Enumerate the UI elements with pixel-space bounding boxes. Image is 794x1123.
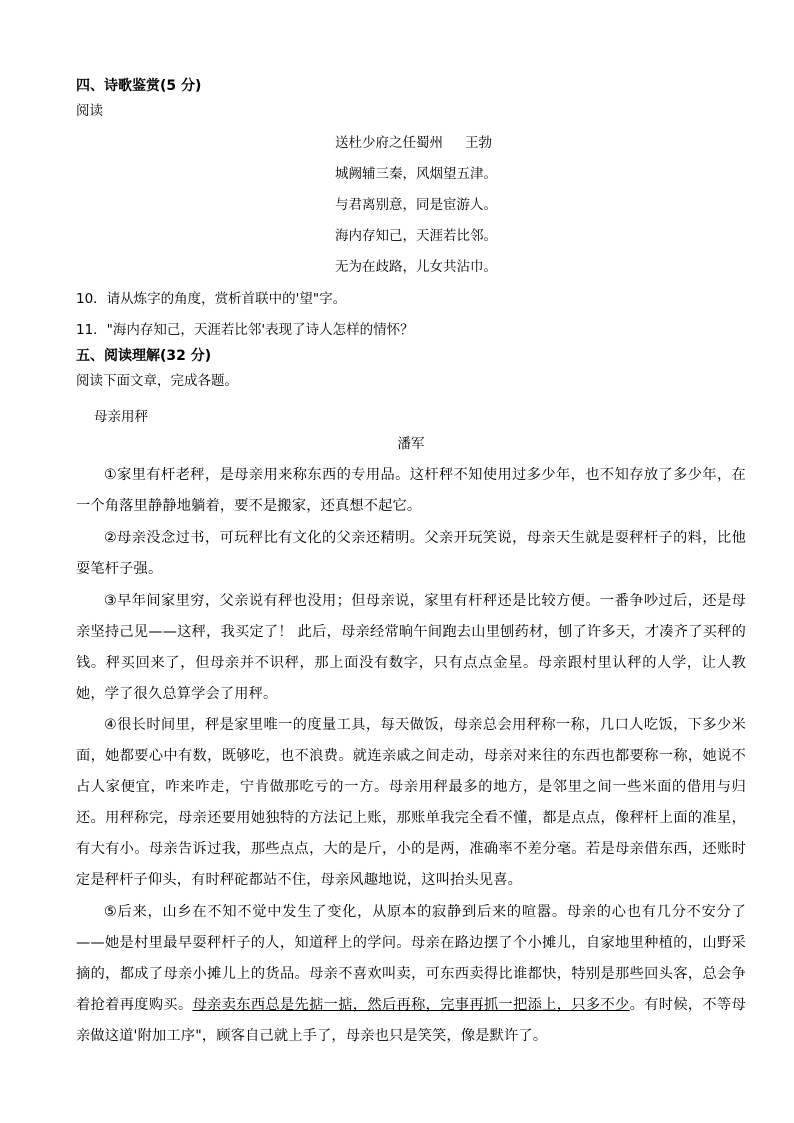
paragraph-5 bbox=[76, 897, 746, 1052]
section4-read-label: 阅读 bbox=[76, 103, 103, 119]
section5-instruction: 阅读下面文章，完成各题。 bbox=[76, 373, 238, 389]
paragraph-5-part-1: ⑤后来，山乡在不知不觉中发生了变化，从原本的寂静到后来的喧嚣。母亲的心也有几分不安分了——她是村里最早耍秤杆子的人，知道秤上的学问。母亲在路边摆了个小摊儿，自家地里种植的，山野采摘的，都成了母亲小摊儿上的货品。母亲不喜欢叫卖，可东西卖得比谁都快，特别是那些回头客，总会争着抢着再度购买。 bbox=[76, 904, 746, 1013]
question-10: 10．请从炼字的角度，赏析首联中的'望"字。 bbox=[76, 291, 347, 307]
poem-line-3: 海内存知己，天涯若比邻。 bbox=[335, 228, 497, 244]
paragraph-3: ③早年间家里穷，父亲说有秤也没用；但母亲说，家里有杆秤还是比较方便。一番争吵过后，还是母亲坚持己见——这秤，我买定了！ 此后，母亲经常晌午间跑去山里刨药材，刨了许多天，才凑齐了买秤的钱。秤买回来了，但母亲并不识秤，那上面没有数字，只有点点金星。母亲跟村里认秤的人学，让人教她，学了很久总算学会了用秤。 bbox=[76, 593, 746, 702]
paragraph-5-part-2: 。有时候，不等母亲做这道'附加工序"，顾客自己就上手了，母亲也只是笑笑，像是默许了。 bbox=[76, 997, 746, 1044]
poem-line-1: 城阙辅三秦，风烟望五津。 bbox=[335, 166, 497, 182]
poem-line-2: 与君离别意，同是宦游人。 bbox=[335, 197, 497, 213]
poem-title-line bbox=[335, 133, 492, 153]
article-author: 潘军 bbox=[397, 436, 425, 452]
section5-heading: 五、阅读理解(32 分) bbox=[76, 348, 212, 364]
paragraph-1: ①家里有杆老秤，是母亲用来称东西的专用品。这杆秤不知使用过多少年，也不知存放了多少年，在一个角落里静静地躺着，要不是搬家，还真想不起它。 bbox=[76, 467, 746, 514]
paragraph-2: ②母亲没念过书，可玩秤比有文化的父亲还精明。父亲开玩笑说，母亲天生就是耍秤杆子的料，比他耍笔杆子强。 bbox=[76, 530, 746, 577]
poem-line-4: 无为在歧路，儿女共沾巾。 bbox=[335, 259, 497, 275]
article-title: 母亲用秤 bbox=[94, 409, 148, 425]
section4-heading: 四、诗歌鉴赏(5 分) bbox=[76, 78, 202, 94]
poem-title: 送杜少府之任蜀州 bbox=[335, 135, 443, 151]
poem-author: 王勃 bbox=[465, 135, 492, 151]
question-11: 11．"海内存知己，天涯若比邻'表现了诗人怎样的情怀？ bbox=[76, 322, 414, 338]
paragraph-4: ④很长时间里，秤是家里唯一的度量工具，每天做饭，母亲总会用秤称一称，几口人吃饭，下多少米面，她都要心中有数，既够吃，也不浪费。就连亲戚之间走动，母亲对来往的东西也都要称一称，她说不占人家便宜，咋来咋走，宁肯做那吃亏的一方。母亲用秤最多的地方，是邻里之间一些米面的借用与归还。用秤称完，母亲还要用她独特的方法记上账，那账单我完全看不懂，都是点点，像秤杆上面的准星，有大有小。母亲告诉过我，那些点点，大的是斤，小的是两，准确率不差分毫。若是母亲借东西，还账时定是秤杆子仰头，有时秤砣都站不住，母亲风趣地说，这叫抬头见喜。 bbox=[76, 717, 746, 888]
paragraph-5-underlined-sentence: 母亲卖东西总是先掂一掂，然后再称，完事再抓一把添上，只多不少 bbox=[192, 997, 630, 1013]
